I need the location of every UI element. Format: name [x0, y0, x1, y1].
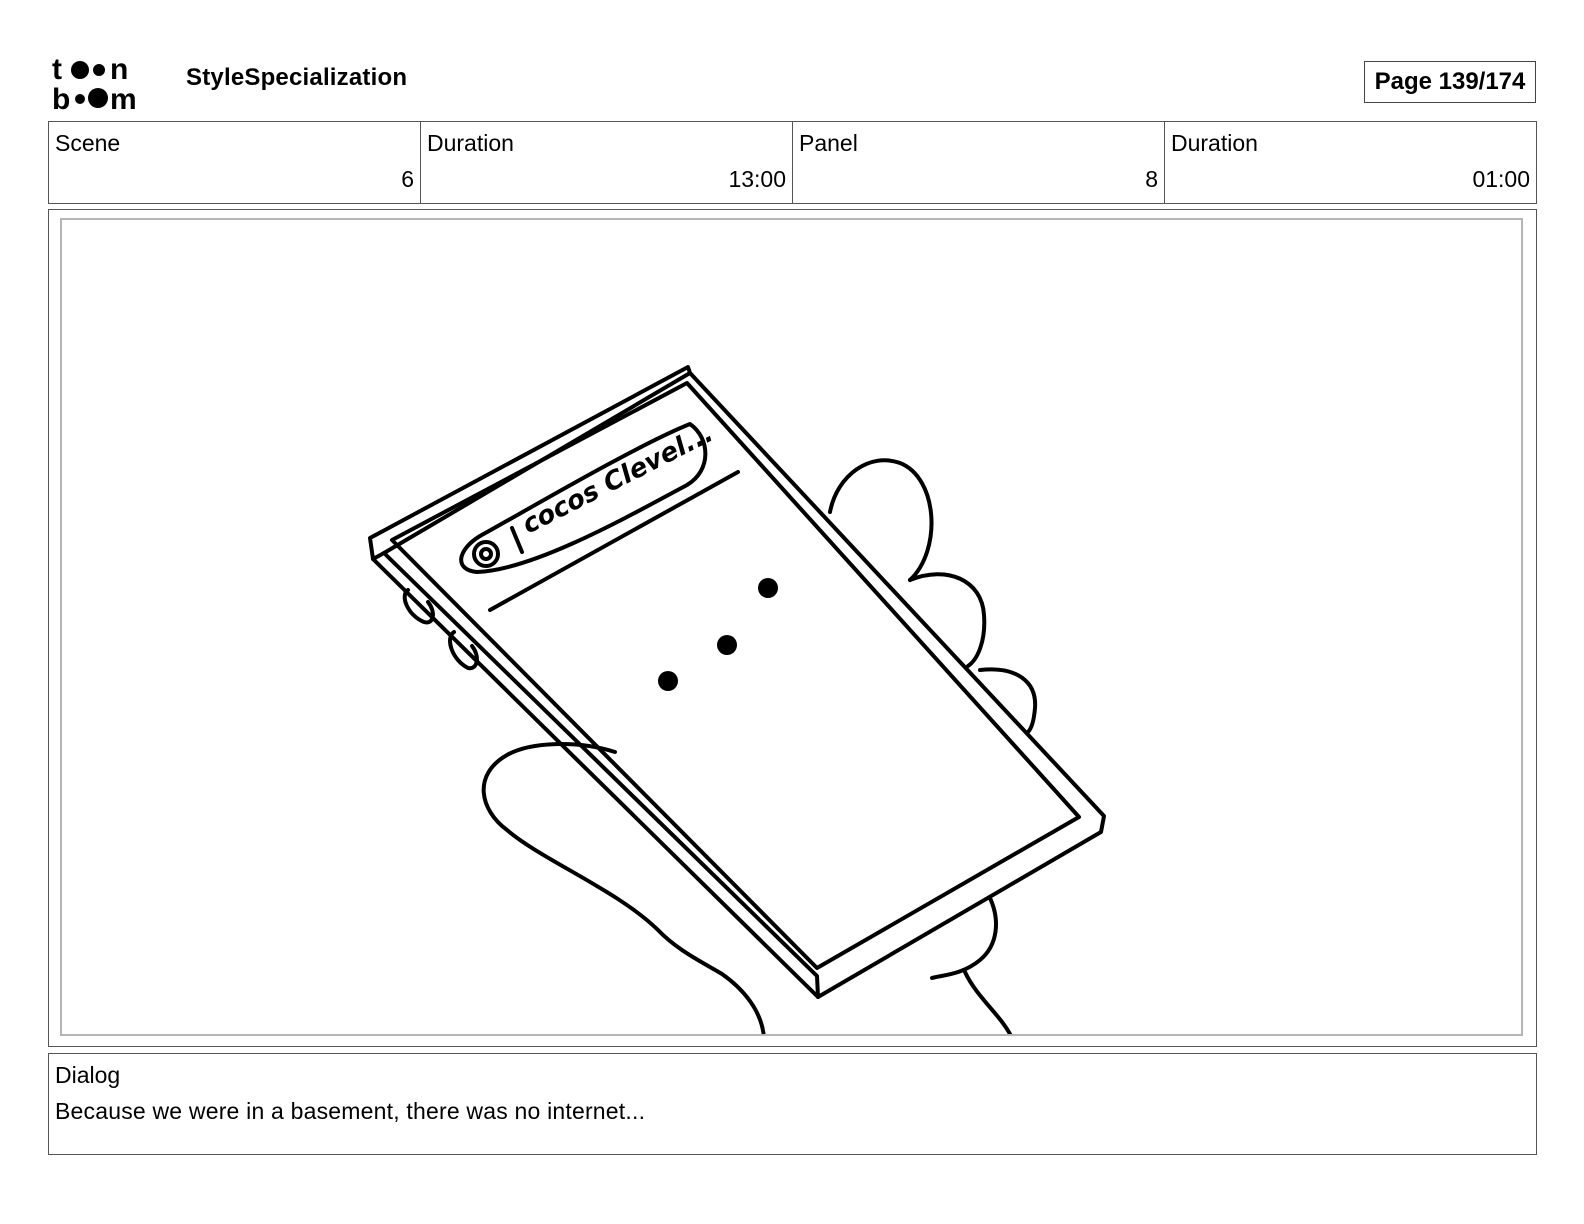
panel-drawing-area: [60, 218, 1523, 1036]
dialog-box: [48, 1053, 1537, 1155]
scene-cell: [49, 122, 421, 203]
panel-cell: [793, 122, 1165, 203]
project-title: StyleSpecialization: [186, 64, 408, 91]
svg-text:m: m: [110, 83, 137, 112]
sketch-address-text: cocos Clevel...: [517, 418, 719, 541]
scene-duration-value: 13:00: [728, 166, 786, 192]
storyboard-panel: [48, 209, 1537, 1047]
phone-in-hand-sketch: [62, 220, 1523, 1036]
svg-text:t: t: [52, 53, 62, 86]
svg-text:b: b: [52, 83, 71, 112]
dialog-text: Because we were in a basement, there was no internet...: [55, 1098, 646, 1124]
panel-value: 8: [1145, 166, 1158, 192]
page-indicator: Page 139/174: [1364, 61, 1536, 103]
scene-label: Scene: [55, 130, 121, 156]
toon-boom-logo: [52, 52, 164, 112]
panel-label: Panel: [799, 130, 858, 156]
scene-info-table: [48, 121, 1537, 204]
svg-text:n: n: [110, 53, 129, 86]
scene-duration-cell: [421, 122, 793, 203]
panel-duration-label: Duration: [1171, 130, 1258, 156]
dialog-label: Dialog: [55, 1062, 121, 1088]
panel-duration-value: 01:00: [1472, 166, 1530, 192]
panel-duration-cell: [1165, 122, 1536, 203]
scene-duration-label: Duration: [427, 130, 514, 156]
scene-value: 6: [401, 166, 414, 192]
